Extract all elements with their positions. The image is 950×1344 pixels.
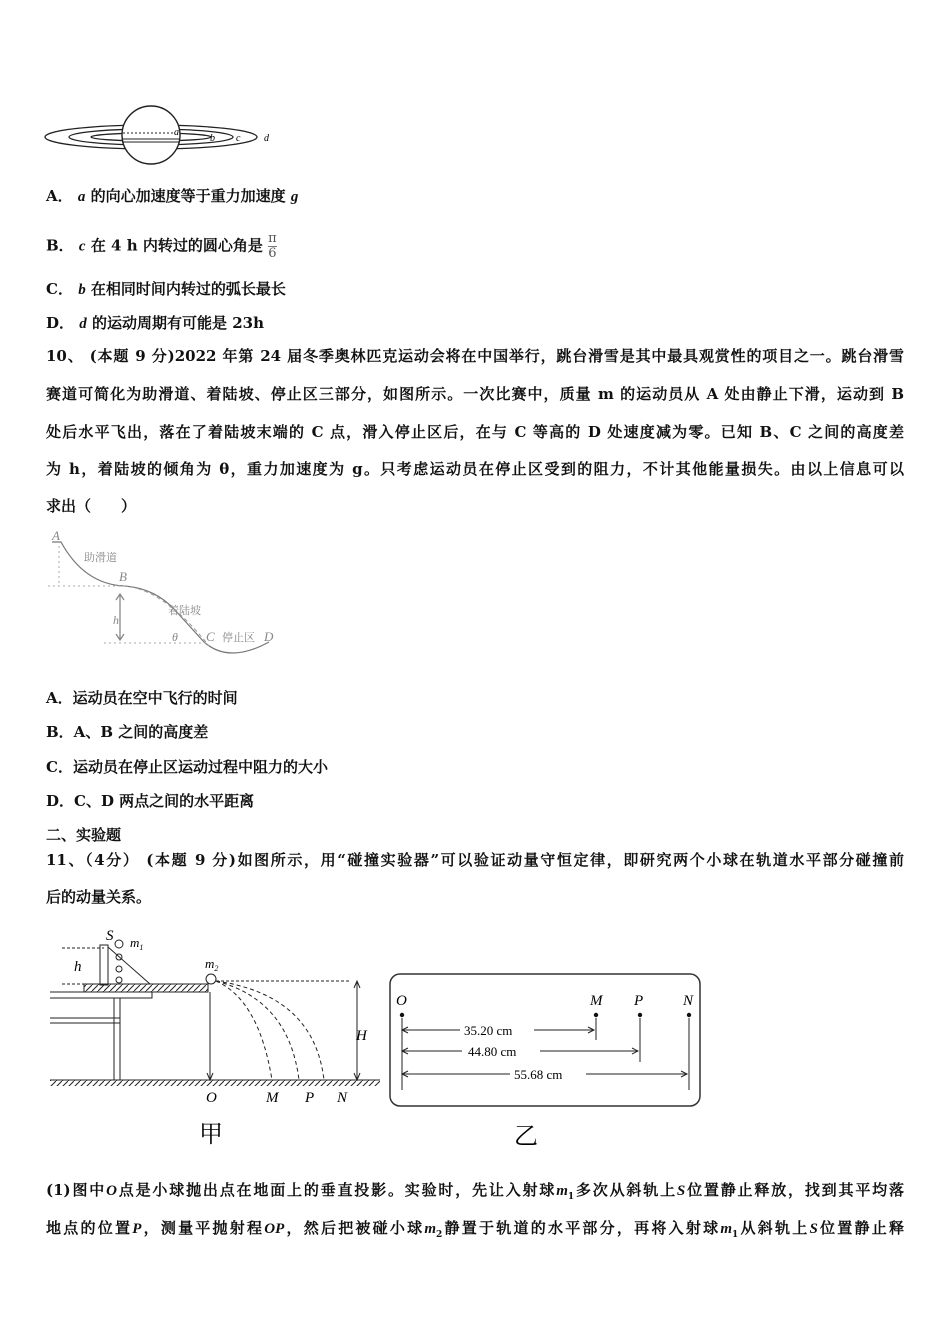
q11-sub1-line: 地点的位置P，测量平抛射程OP，然后把被碰小球$m_2$静置于轨道的水平部分，再将入射球$m_1$从斜轨上S位置静止释 (46, 1219, 904, 1240)
label-M: M (590, 993, 603, 1009)
q10-option-d: D．C、D 两点之间的水平距离 (46, 792, 255, 810)
q9-option-d: D． d 的运动周期有可能是 23h (46, 314, 264, 332)
orbit-figure (44, 104, 284, 170)
fraction: $\frac{\pi}{6}$ (268, 231, 277, 261)
q10-line: 求出（ ） (46, 497, 137, 515)
label-O: O (206, 1090, 217, 1106)
label-m1: $m_1$ (130, 935, 144, 952)
label-N: N (683, 993, 694, 1009)
label-N: N (337, 1090, 348, 1106)
q10-option-a: A．运动员在空中飞行的时间 (46, 689, 238, 707)
label-S: S (106, 928, 114, 944)
label-b: b (210, 133, 215, 144)
caption-jia: 甲 (199, 1122, 223, 1148)
label-d: d (264, 133, 269, 144)
q11-sub1-line: (1)图中O点是小球抛出点在地面上的垂直投影。实验时，先让入射球$m_1$多次从斜轨上S位置静止释放，找到其平均落 (46, 1181, 904, 1202)
q10-option-b: B．A、B 之间的高度差 (46, 723, 209, 741)
q10-line: 处后水平飞出，落在了着陆坡末端的 C 点，滑入停止区后，在与 C 等高的 D 处速度减为零。已知 B、C 之间的高度差 (46, 423, 904, 441)
caption-yi: 乙 (514, 1124, 538, 1150)
q9-option-c: C． b 在相同时间内转过的弧长最长 (46, 280, 286, 298)
label-m2: $m_2$ (205, 956, 219, 973)
label-C: C (206, 629, 215, 644)
label-D: D (264, 629, 274, 644)
q11-line: 11、（4分） (本题 9 分)如图所示，用“碰撞实验器”可以验证动量守恒定律，即研究两个小球在轨道水平部分碰撞前 (46, 851, 904, 869)
label-O: O (396, 993, 407, 1009)
label-P: P (305, 1090, 315, 1106)
landing-points-figure (388, 972, 706, 1152)
label-slope: 着陆坡 (168, 605, 201, 617)
label-B: B (119, 569, 127, 584)
label-theta: θ (172, 630, 178, 644)
q9-option-a: A． a 的向心加速度等于重力加速度 g (46, 187, 299, 205)
label-h: h (113, 613, 119, 627)
section-heading: 二、实验题 (46, 826, 122, 844)
label-H: H (356, 1028, 367, 1044)
distance-OM: 35.20 cm (464, 1023, 513, 1038)
label-A: A (52, 528, 60, 543)
q9-option-b: B． c 在 4 h 内转过的圆心角是 $\frac{\pi}{6}$ (46, 231, 277, 261)
distance-ON: 55.68 cm (514, 1067, 563, 1082)
label-stop: 停止区 (222, 632, 255, 644)
collision-apparatus-figure (44, 925, 389, 1150)
q10-line: 赛道可简化为助滑道、着陆坡、停止区三部分，如图所示。一次比赛中，质量 m 的运动员从 A 处由静止下滑，运动到 B (46, 385, 904, 403)
label-c: c (236, 133, 241, 144)
label-h: h (74, 959, 82, 975)
ski-jump-figure (44, 524, 284, 664)
label-track: 助滑道 (84, 552, 117, 564)
q10-line: 10、 (本题 9 分)2022 年第 24 届冬季奥林匹克运动会将在中国举行，跳台滑雪是其中最具观赏性的项目之一。跳台滑雪 (46, 347, 904, 365)
q10-line: 为 h，着陆坡的倾角为 θ，重力加速度为 g。只考虑运动员在停止区受到的阻力，不计其他能量损失。由以上信息可以 (46, 460, 904, 478)
label-M: M (266, 1090, 279, 1106)
label-P: P (634, 993, 644, 1009)
q11-line: 后的动量关系。 (46, 888, 152, 906)
distance-OP: 44.80 cm (468, 1044, 517, 1059)
label-a: a (174, 127, 179, 138)
q10-option-c: C．运动员在停止区运动过程中阻力的大小 (46, 758, 328, 776)
